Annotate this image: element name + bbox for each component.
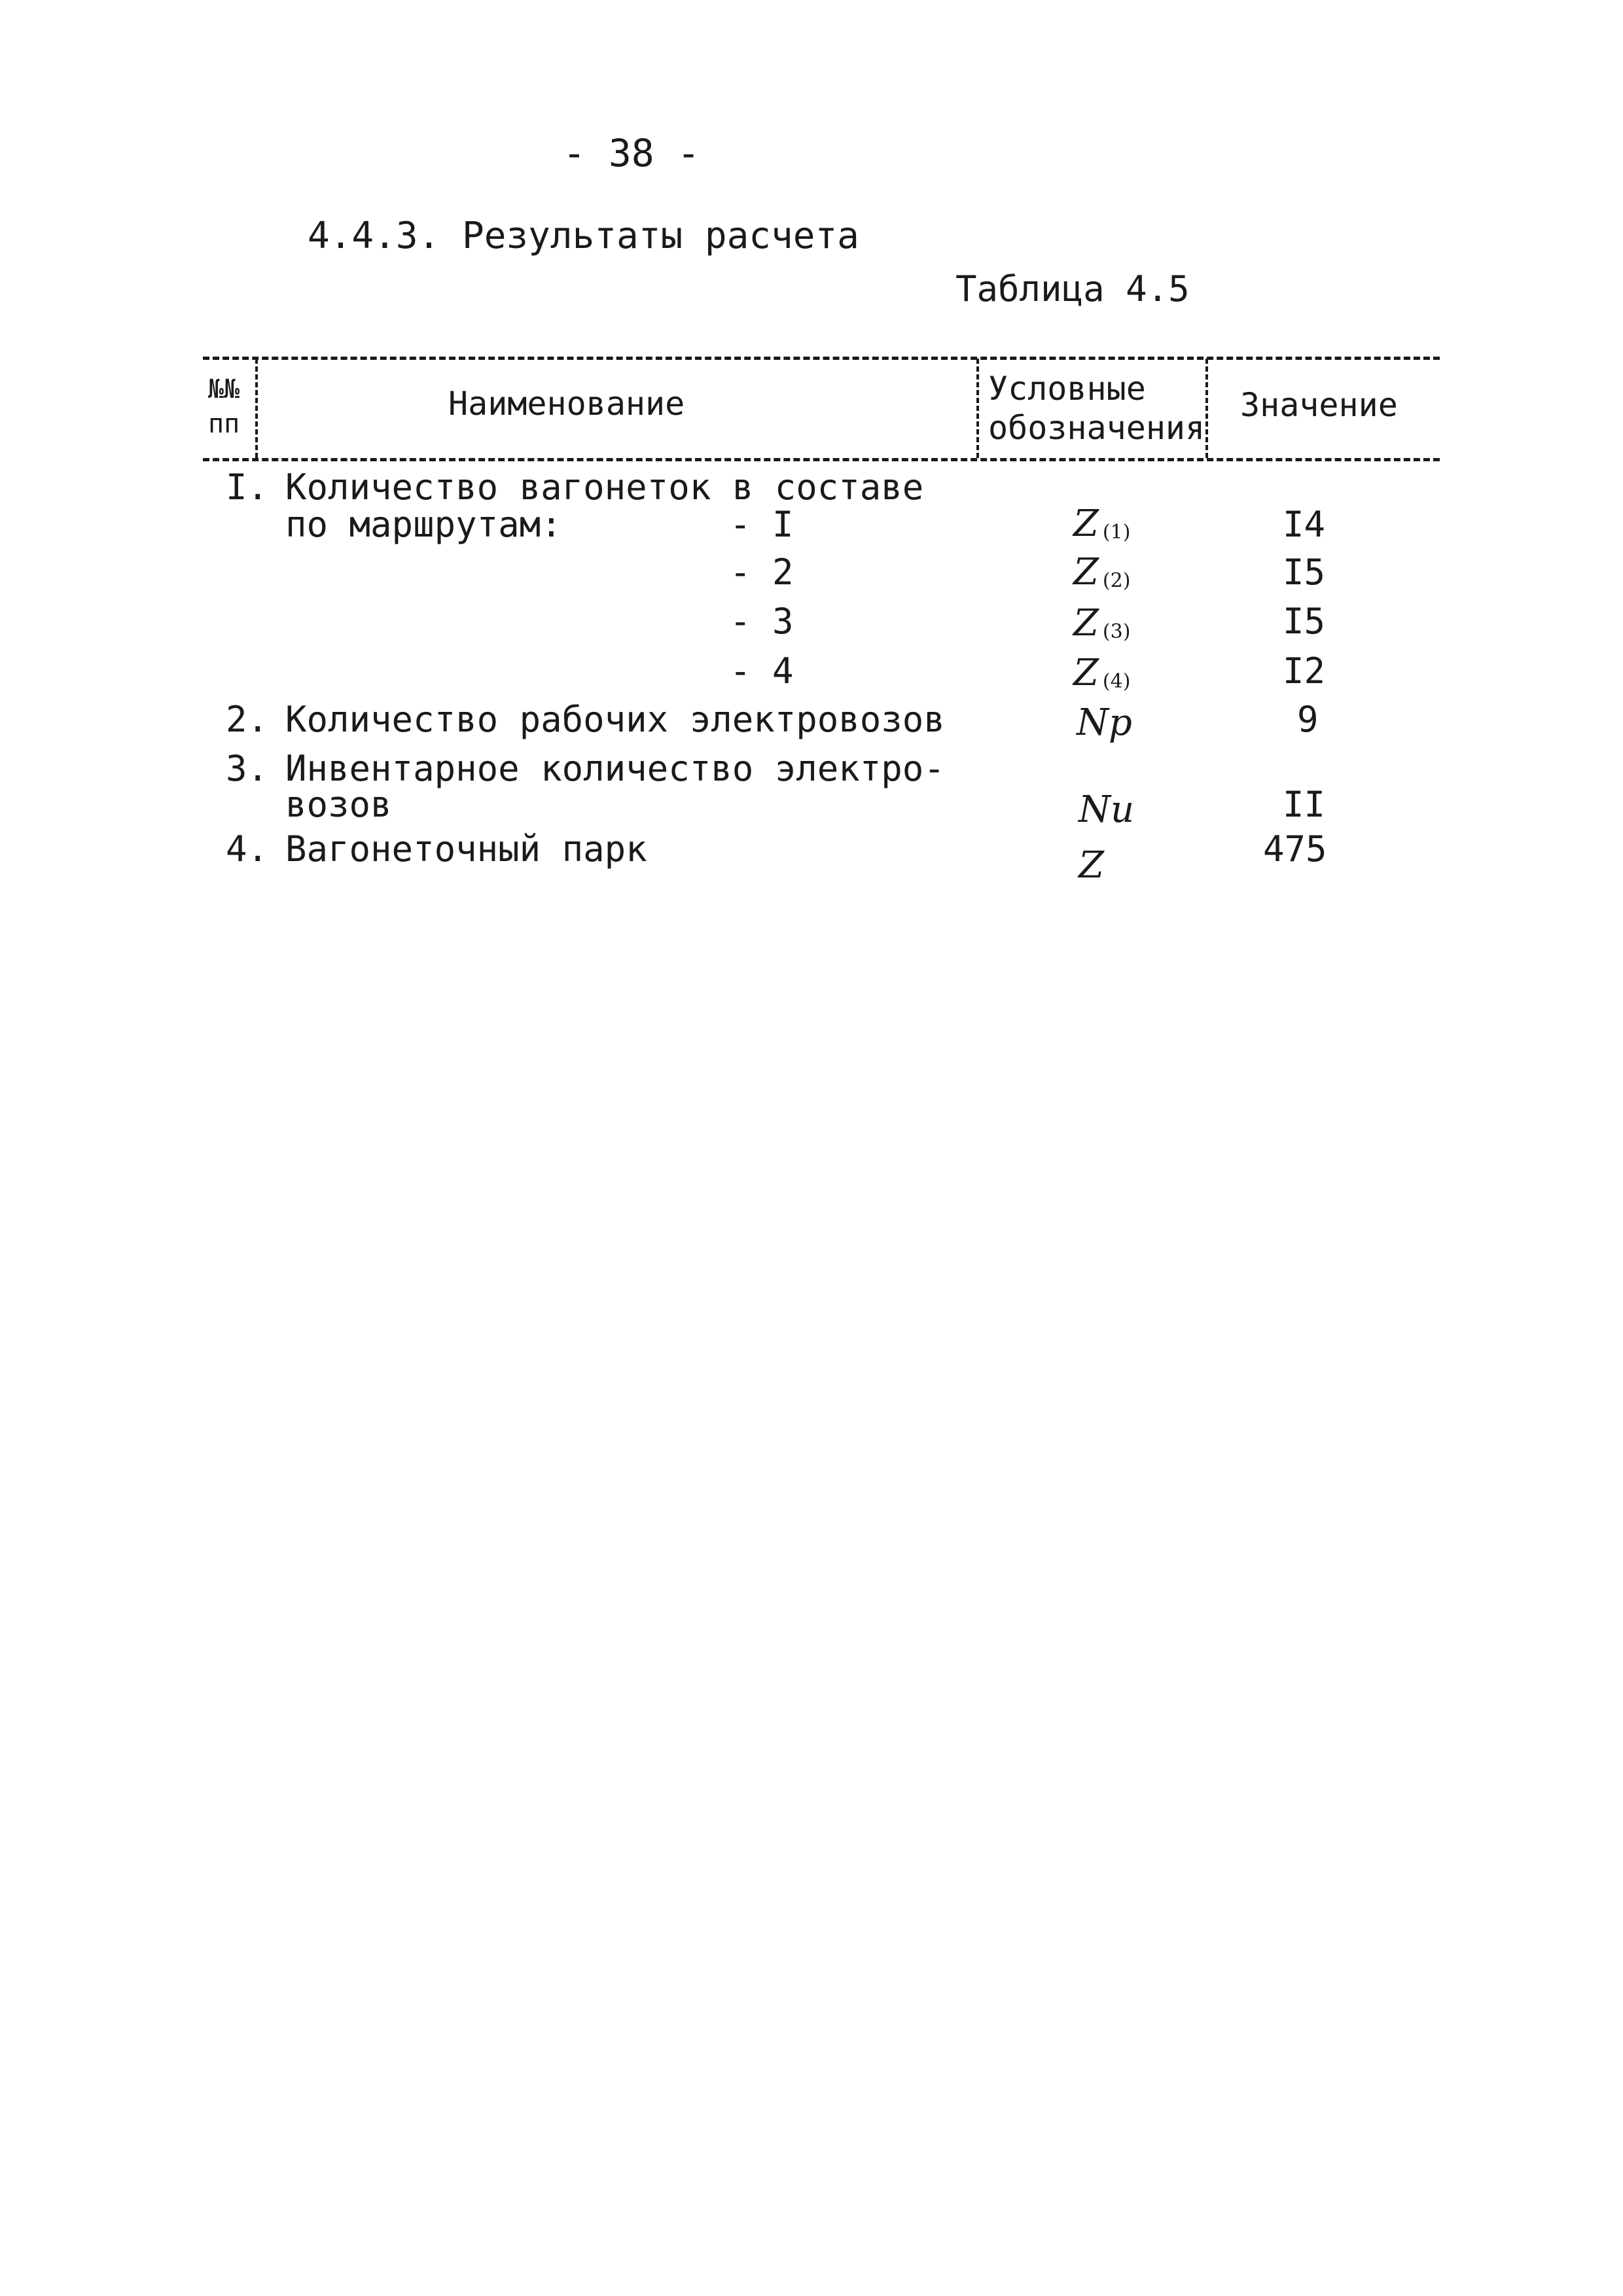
row-name-line1: Количество рабочих электровозов — [285, 699, 945, 740]
row-value: 9 — [1297, 699, 1319, 740]
table-top-rule — [203, 357, 1440, 360]
col-divider-symbol — [1205, 359, 1208, 458]
row-name-line1: Количество вагонеток в составе — [285, 467, 924, 508]
row-value: II — [1283, 784, 1326, 825]
table-header-rule — [203, 458, 1440, 461]
row-number: 4. — [226, 828, 269, 870]
header-name: Наименование — [448, 385, 685, 423]
page-number: - 38 - — [563, 131, 700, 175]
row-number: I. — [226, 467, 269, 508]
row-number: 3. — [226, 748, 269, 789]
route-label: - 2 — [730, 552, 794, 593]
section-title: 4.4.3. Результаты расчета — [308, 215, 859, 257]
header-num-line1: №№ — [208, 374, 240, 404]
route-label: - I — [730, 504, 794, 545]
route-symbol: Z $_{(2)}$ — [1073, 551, 1131, 593]
table-caption: Таблица 4.5 — [955, 268, 1190, 309]
row-name-line1: Вагонеточный парк — [285, 828, 647, 870]
route-label: - 4 — [730, 650, 794, 692]
col-divider-num — [255, 359, 258, 458]
route-value: I4 — [1283, 504, 1326, 545]
col-divider-name — [976, 359, 979, 458]
row-symbol: Nр — [1077, 701, 1132, 744]
row-name-line1: Инвентарное количество электро- — [285, 748, 945, 789]
route-value: I5 — [1283, 601, 1326, 642]
header-symbol-line2: обозначения — [988, 409, 1205, 447]
row-number: 2. — [226, 699, 269, 740]
header-num-line2: пп — [208, 409, 240, 439]
row-symbol: Z — [1079, 844, 1104, 887]
row-name-line2: возов — [285, 784, 392, 825]
route-symbol: Z $_{(4)}$ — [1073, 652, 1131, 694]
route-label: - 3 — [730, 601, 794, 642]
route-symbol: Z $_{(3)}$ — [1073, 602, 1131, 645]
header-value: Значение — [1240, 386, 1398, 424]
route-value: I2 — [1283, 650, 1326, 692]
row-value: 475 — [1263, 828, 1327, 870]
row-symbol: Nи — [1079, 788, 1135, 831]
route-symbol: Z $_{(1)}$ — [1073, 503, 1131, 545]
header-symbol-line1: Условные — [988, 370, 1146, 408]
route-value: I5 — [1283, 552, 1326, 593]
row-name-line2: по маршрутам: — [285, 504, 562, 545]
